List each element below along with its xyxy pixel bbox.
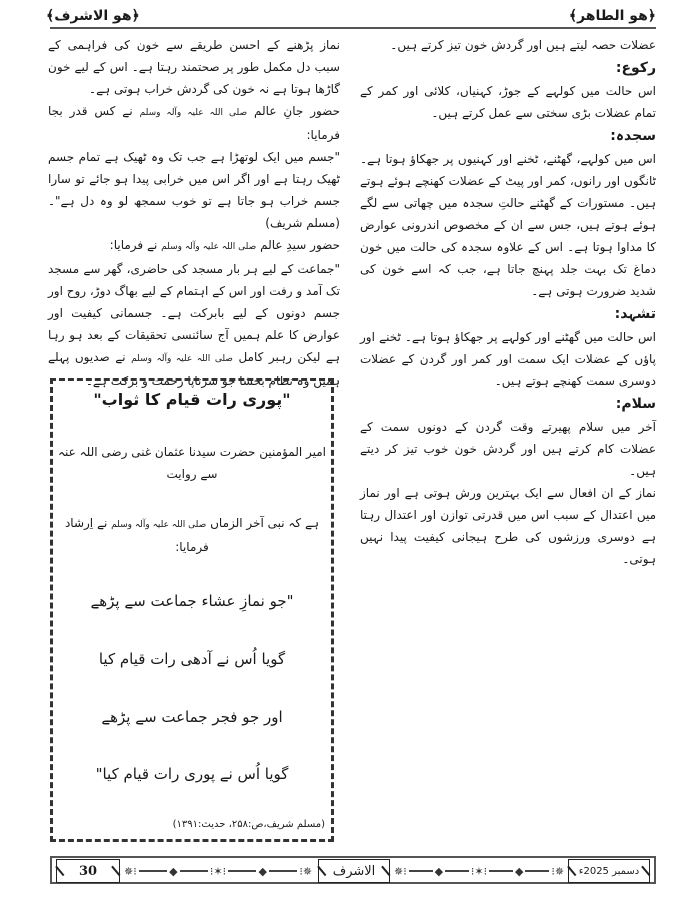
hadith-box [50, 378, 334, 842]
page-number: 30 [56, 859, 120, 883]
star-ornament-icon: ✵ [394, 864, 404, 878]
header-left-title: ﴿هو الاشرف﴾ [46, 8, 140, 24]
star-ornament-icon: ✶ [213, 864, 223, 878]
ornament-line [409, 870, 433, 872]
diamond-ornament-icon: ◆ [258, 864, 267, 878]
dot-ornament-icon: ⁝ [551, 864, 555, 878]
ornament-divider [124, 861, 312, 881]
intro-text: نے کس قدر بجا فرمایا: [48, 104, 340, 142]
header-right-title: ﴿هو الطاهر﴾ [568, 8, 656, 24]
header-divider [50, 27, 656, 29]
ornament-line [228, 870, 256, 872]
salawat-glyph: صلی اللہ علیہ وآلہ وسلم [131, 354, 233, 364]
left-column [48, 34, 341, 388]
ornament-line [445, 870, 469, 872]
diamond-ornament-icon: ◆ [434, 864, 444, 878]
box-title: "پوری رات قیام کا ثواب" [93, 390, 291, 409]
intro-text: حضور سیدِ عالم [260, 238, 340, 252]
intro-text: حضور جانِ عالم [254, 104, 341, 118]
jamaat-text-end: نے صدیوں پہلے ہمیں وہ نظام بخشا جو سرتاپا رحمت و برکت ہے۔ [48, 350, 340, 388]
intro-text: نے اِرشاد فرمایا: [64, 516, 209, 555]
poem-line: "جو نمازِ عشاء جماعت سے پڑھے [90, 592, 294, 611]
ornament-line [139, 870, 167, 872]
right-column [360, 34, 656, 850]
diamond-ornament-icon: ◆ [169, 864, 178, 878]
dot-ornament-icon: ⁝ [209, 864, 214, 878]
dot-ornament-icon: ⁝ [299, 864, 303, 878]
ornament-line [269, 870, 297, 872]
heading-ruku: رکوع: [615, 60, 656, 76]
ornament-divider [394, 861, 564, 881]
paragraph-tashahhud: اس حالت میں گھٹنے اور کولہے پر جھکاؤ ہوتا ہے۔ ٹخنے اور پاؤں کے عضلات ایک سمت اور کمر اور گردن کے عضلات دوسری سمت کھنچے ہوتے ہیں۔ [360, 330, 656, 388]
poem-line: گویا اُس نے پوری رات قیام کیا" [95, 765, 289, 784]
paragraph-jamaat [48, 258, 340, 392]
intro-text: نے فرمایا: [109, 238, 158, 252]
star-ornament-icon: ✵ [124, 864, 134, 878]
box-reference: (مسلم شریف،ص:۲۵۸، حدیث:۱۳۹۱) [172, 818, 325, 830]
star-ornament-icon: ✵ [302, 864, 313, 878]
salawat-glyph: صلی اللہ علیہ وآلہ وسلم [161, 242, 257, 252]
ornament-line [489, 870, 513, 872]
paragraph-sajda: اس میں کولہے، گھٹنے، ٹخنے اور کہنیوں پر جھکاؤ ہوتا ہے۔ ٹانگوں اور رانوں، کمر اور پیٹ کے عضلات کھنچے ہوئے ہوتے ہیں۔ مستورات کے گھٹنے حالتِ سجدہ میں چھاتی سے لگے ہوئے ہوتے ہیں، جس سے ان کے مخصوص اندرونی عوارض کا مداوا ہوتا ہے۔ اس کے علاوہ سجدہ کی حالت میں خون دماغ تک بہت جلد پہنچ جاتا ہے، جب کہ اسے خون کی شدید ضرورت ہوتی ہے۔ [360, 152, 656, 298]
intro-text: ہے کہ نبی آخر الزماں [210, 516, 320, 531]
paragraph-conclusion: نماز کے ان افعال سے ایک بہترین ورش ہوتی ہے اور نماز میں اعتدال کے سبب اس میں قدرتی توازن اور اعتدال رہتا ہے دوسری ورزشوں کی طرح ہیجانی کیفیت پیدا نہیں ہوتی۔ [360, 486, 656, 566]
dot-ornament-icon: ⁝ [133, 864, 137, 878]
paragraph-salam: آخر میں سلام پھیرتے وقت گردن کے دونوں سمت کے عضلات کام کرتے ہیں اور گردش خون خوب تیز کر دیتے ہیں۔ [360, 420, 656, 478]
paragraph-hadith-intro [48, 100, 340, 146]
paragraph: عضلات حصہ لیتے ہیں اور گردش خون تیز کرتے ہیں۔ [390, 38, 656, 52]
paragraph: نماز پڑھنے کے احسن طریقے سے خون کی فراہمی کے سبب دل مکمل طور پر صحتمند رہتا ہے۔ اس کے لیے خون گاڑھا ہوتا ہے نہ خون کی گردش خراب ہوتی ہے۔ [48, 38, 340, 96]
paragraph-hadith-quote: "جسم میں ایک لوتھڑا ہے جب تک وہ ٹھیک ہے تمام جسم ٹھیک رہتا ہے اور اگر اس میں خرابی پیدا ہو جائے تو سارا جسم خراب ہو جاتا ہے تو خوب سمجھ لو وہ دل ہے"۔ (مسلم شریف) [48, 150, 340, 230]
star-ornament-icon: ✵ [554, 864, 565, 878]
heading-sajda: سجدہ: [610, 128, 656, 144]
magazine-name: الاشرف [318, 859, 390, 883]
poem-line: اور جو فجر جماعت سے پڑھے [101, 707, 283, 726]
salawat-glyph: صلی اللہ علیہ وآلہ وسلم [139, 108, 248, 118]
issue-date: دسمبر 2025ء [568, 859, 650, 883]
box-intro-line-1: امیر المؤمنین حضرت سیدنا عثمان غنی رضی اللہ عنہ سے روایت [57, 444, 327, 481]
dot-ornament-icon: ⁝ [483, 864, 488, 878]
poem-line: گویا اُس نے آدھی رات قیام کیا [98, 649, 286, 668]
dot-ornament-icon: ⁝ [470, 864, 475, 878]
heading-salam: سلام: [615, 396, 656, 412]
paragraph-hadith-intro-2 [48, 234, 340, 258]
page-footer [50, 856, 656, 884]
jamaat-text: "جماعت کے لیے ہر بار مسجد کی حاضری، گھر سے مسجد تک آمد و رفت اور اس کے اہتمام کے لیے بھاگ دوڑ، روح اور جسم دونوں کے لیے بابرکت ہے۔ جسمانی کیفیت اور عوارض کا علم ہمیں آج سائنسی تحقیقات کے بعد ہو رہا ہے لیکن رہبر کامل [48, 262, 340, 364]
salawat-glyph: صلی اللہ علیہ وآلہ وسلم [111, 520, 207, 531]
paragraph-ruku: اس حالت میں کولہے کے جوڑ، کہنیاں، کلائی اور کمر کے تمام عضلات بڑی سختی سے عمل کرتے ہیں۔ [360, 84, 656, 120]
heading-tashahhud: تشہد: [614, 306, 656, 322]
box-intro-line-2 [57, 512, 327, 558]
dot-ornament-icon: ⁝ [222, 864, 227, 878]
dot-ornament-icon: ⁝ [403, 864, 407, 878]
ornament-line [525, 870, 549, 872]
page-header [0, 0, 700, 30]
ornament-line [180, 870, 208, 872]
star-ornament-icon: ✶ [474, 864, 484, 878]
diamond-ornament-icon: ◆ [514, 864, 524, 878]
